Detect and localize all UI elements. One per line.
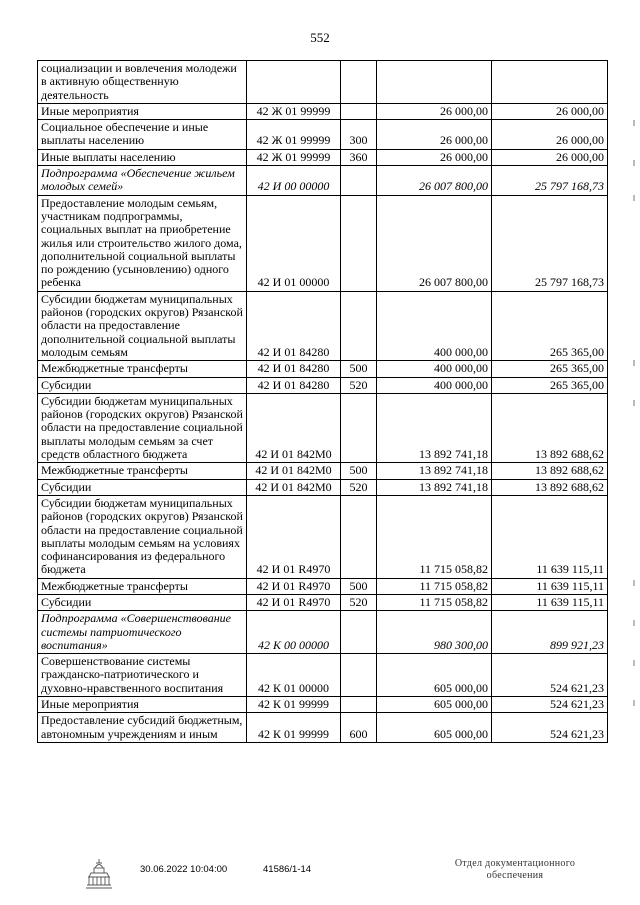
row-name-cell: Субсидии бюджетам муниципальных районов (городских округов) Рязанской области на предоставление социальной выплаты молодым семьям на условиях софинансирования из федерального бюджета — [38, 495, 247, 578]
row-code-cell: 42 И 01 84280 — [247, 377, 341, 393]
department-stamp-line2: обеспечения — [486, 870, 544, 881]
table-row — [38, 479, 608, 495]
row-expense-type-cell: 520 — [341, 377, 377, 393]
row-code-cell: 42 К 01 00000 — [247, 654, 341, 697]
row-executed-amount-cell: 524 621,23 — [492, 713, 608, 743]
row-executed-amount-cell: 25 797 168,73 — [492, 166, 608, 196]
row-name-cell: Предоставление субсидий бюджетным, автономным учреждениям и иным — [38, 713, 247, 743]
row-executed-amount-cell: 11 639 115,11 — [492, 594, 608, 610]
row-planned-amount-cell: 26 000,00 — [377, 120, 492, 150]
row-planned-amount-cell: 400 000,00 — [377, 377, 492, 393]
row-name-cell: Субсидии — [38, 377, 247, 393]
row-executed-amount-cell: 13 892 688,62 — [492, 479, 608, 495]
row-name-cell: Межбюджетные трансферты — [38, 361, 247, 377]
table-row — [38, 495, 608, 578]
row-code-cell: 42 И 00 00000 — [247, 166, 341, 196]
row-name-cell: Иные мероприятия — [38, 103, 247, 119]
row-name-cell: Иные мероприятия — [38, 697, 247, 713]
row-executed-amount-cell: 524 621,23 — [492, 654, 608, 697]
row-planned-amount-cell — [377, 61, 492, 104]
row-code-cell: 42 Ж 01 99999 — [247, 120, 341, 150]
row-planned-amount-cell: 605 000,00 — [377, 654, 492, 697]
row-executed-amount-cell: 11 639 115,11 — [492, 578, 608, 594]
row-expense-type-cell — [341, 495, 377, 578]
row-planned-amount-cell: 400 000,00 — [377, 291, 492, 360]
row-expense-type-cell — [341, 61, 377, 104]
row-expense-type-cell: 500 — [341, 361, 377, 377]
row-executed-amount-cell: 26 000,00 — [492, 120, 608, 150]
table-row — [38, 149, 608, 165]
row-code-cell: 42 И 01 00000 — [247, 195, 341, 291]
row-code-cell: 42 И 01 R4970 — [247, 495, 341, 578]
row-expense-type-cell: 520 — [341, 479, 377, 495]
row-planned-amount-cell: 13 892 741,18 — [377, 463, 492, 479]
row-planned-amount-cell: 11 715 058,82 — [377, 578, 492, 594]
row-code-cell: 42 И 01 842М0 — [247, 479, 341, 495]
row-executed-amount-cell: 265 365,00 — [492, 361, 608, 377]
row-expense-type-cell — [341, 611, 377, 654]
table-row — [38, 61, 608, 104]
department-stamp-line1: Отдел документационного — [454, 858, 576, 869]
row-expense-type-cell — [341, 291, 377, 360]
row-name-cell: социализации и вовлечения молодежи в активную общественную деятельность — [38, 61, 247, 104]
row-executed-amount-cell: 11 639 115,11 — [492, 495, 608, 578]
row-expense-type-cell: 600 — [341, 713, 377, 743]
row-executed-amount-cell: 25 797 168,73 — [492, 195, 608, 291]
row-executed-amount-cell: 265 365,00 — [492, 291, 608, 360]
budget-table-body — [38, 61, 608, 743]
row-name-cell: Межбюджетные трансферты — [38, 578, 247, 594]
row-executed-amount-cell: 524 621,23 — [492, 697, 608, 713]
row-expense-type-cell — [341, 654, 377, 697]
row-expense-type-cell — [341, 166, 377, 196]
row-code-cell: 42 И 01 84280 — [247, 361, 341, 377]
table-row — [38, 463, 608, 479]
row-planned-amount-cell: 11 715 058,82 — [377, 594, 492, 610]
table-row — [38, 654, 608, 697]
table-row — [38, 120, 608, 150]
row-expense-type-cell — [341, 103, 377, 119]
stamp-document-id: 41586/1-14 — [263, 864, 312, 875]
table-row — [38, 195, 608, 291]
table-row — [38, 594, 608, 610]
row-name-cell: Иные выплаты населению — [38, 149, 247, 165]
row-executed-amount-cell: 265 365,00 — [492, 377, 608, 393]
row-code-cell: 42 И 01 842М0 — [247, 393, 341, 462]
table-row — [38, 393, 608, 462]
row-code-cell: 42 К 01 99999 — [247, 697, 341, 713]
row-name-cell: Субсидии — [38, 594, 247, 610]
row-expense-type-cell: 300 — [341, 120, 377, 150]
budget-table — [37, 60, 608, 743]
row-planned-amount-cell: 605 000,00 — [377, 697, 492, 713]
row-planned-amount-cell: 13 892 741,18 — [377, 393, 492, 462]
table-row — [38, 578, 608, 594]
row-executed-amount-cell: 26 000,00 — [492, 149, 608, 165]
row-planned-amount-cell: 400 000,00 — [377, 361, 492, 377]
row-planned-amount-cell: 605 000,00 — [377, 713, 492, 743]
row-expense-type-cell: 360 — [341, 149, 377, 165]
row-executed-amount-cell: 13 892 688,62 — [492, 463, 608, 479]
row-code-cell: 42 И 01 R4970 — [247, 578, 341, 594]
row-code-cell: 42 Ж 01 99999 — [247, 103, 341, 119]
row-planned-amount-cell: 26 000,00 — [377, 103, 492, 119]
scan-edge-marks — [633, 100, 637, 800]
table-row — [38, 611, 608, 654]
row-planned-amount-cell: 26 000,00 — [377, 149, 492, 165]
row-code-cell: 42 К 00 00000 — [247, 611, 341, 654]
row-code-cell: 42 К 01 99999 — [247, 713, 341, 743]
stamp-date: 30.06.2022 10:04:00 — [140, 864, 228, 875]
row-planned-amount-cell: 26 007 800,00 — [377, 195, 492, 291]
table-row — [38, 103, 608, 119]
row-expense-type-cell — [341, 195, 377, 291]
row-executed-amount-cell: 26 000,00 — [492, 103, 608, 119]
row-name-cell: Совершенствование системы гражданско-патриотического и духовно-нравственного воспитания — [38, 654, 247, 697]
row-executed-amount-cell: 899 921,23 — [492, 611, 608, 654]
table-row — [38, 713, 608, 743]
row-name-cell: Подпрограмма «Совершенствование системы патриотического воспитания» — [38, 611, 247, 654]
page-number: 552 — [310, 30, 330, 45]
row-planned-amount-cell: 11 715 058,82 — [377, 495, 492, 578]
row-name-cell: Социальное обеспечение и иные выплаты населению — [38, 120, 247, 150]
table-row — [38, 361, 608, 377]
row-expense-type-cell: 500 — [341, 463, 377, 479]
row-planned-amount-cell: 13 892 741,18 — [377, 479, 492, 495]
department-stamp — [440, 858, 590, 882]
row-expense-type-cell: 500 — [341, 578, 377, 594]
row-name-cell: Субсидии — [38, 479, 247, 495]
row-planned-amount-cell: 26 007 800,00 — [377, 166, 492, 196]
row-name-cell: Межбюджетные трансферты — [38, 463, 247, 479]
row-name-cell: Субсидии бюджетам муниципальных районов (городских округов) Рязанской области на предоставление дополнительной социальной выплаты молодым семьям — [38, 291, 247, 360]
row-name-cell: Субсидии бюджетам муниципальных районов (городских округов) Рязанской области на предоставление социальной выплаты молодым семьям за счет средств областного бюджета — [38, 393, 247, 462]
row-code-cell — [247, 61, 341, 104]
duma-building-emblem-icon — [85, 858, 113, 892]
row-executed-amount-cell — [492, 61, 608, 104]
row-expense-type-cell — [341, 393, 377, 462]
row-name-cell: Предоставление молодым семьям, участникам подпрограммы, социальных выплат на приобретение жилья или строительство жилого дома, дополнительной социальной выплаты по рождению (усыновлению) одного ребенка — [38, 195, 247, 291]
table-row — [38, 166, 608, 196]
row-code-cell: 42 И 01 842М0 — [247, 463, 341, 479]
table-row — [38, 697, 608, 713]
row-expense-type-cell: 520 — [341, 594, 377, 610]
row-code-cell: 42 Ж 01 99999 — [247, 149, 341, 165]
row-planned-amount-cell: 980 300,00 — [377, 611, 492, 654]
table-row — [38, 291, 608, 360]
row-expense-type-cell — [341, 697, 377, 713]
footer — [0, 858, 640, 898]
row-name-cell: Подпрограмма «Обеспечение жильем молодых семей» — [38, 166, 247, 196]
row-executed-amount-cell: 13 892 688,62 — [492, 393, 608, 462]
row-code-cell: 42 И 01 84280 — [247, 291, 341, 360]
row-code-cell: 42 И 01 R4970 — [247, 594, 341, 610]
table-row — [38, 377, 608, 393]
